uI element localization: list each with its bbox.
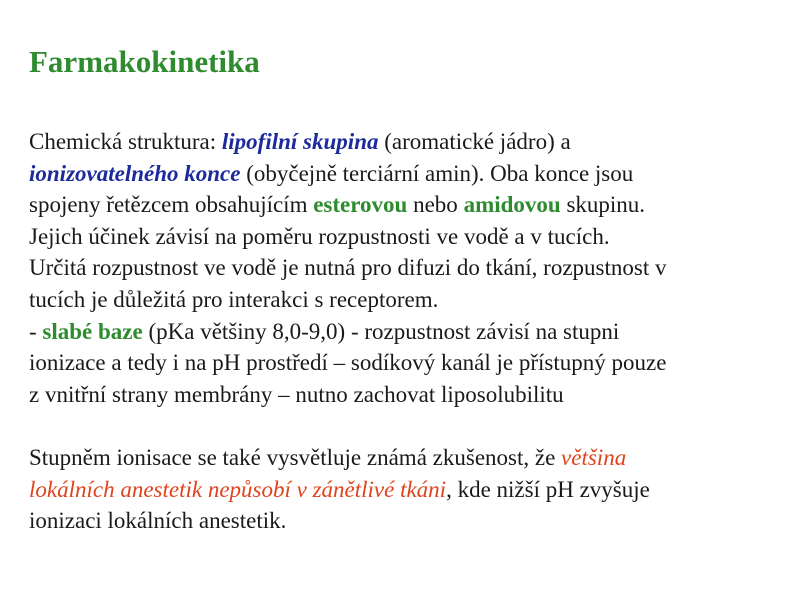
text-run: skupinu.: [560, 192, 646, 218]
paragraph-ionisation: [29, 442, 789, 537]
text-line: z vnitřní strany membrány – nutno zachovat liposolubilitu: [29, 381, 564, 407]
paragraph-gap: [29, 410, 789, 442]
emphasis-lipofilni-skupina: lipofilní skupina: [221, 129, 379, 154]
text-line: [29, 189, 789, 221]
text-line: tucích je důležitá pro interakci s receptorem.: [29, 286, 439, 312]
text-run: (aromatické jádro) a: [378, 129, 571, 154]
emphasis-esterovou: esterovou: [313, 192, 408, 218]
text-run: nebo: [407, 192, 464, 218]
text-line: [29, 316, 789, 348]
text-line: [29, 442, 789, 474]
text-run: (obyčejně terciární amin). Oba konce jsou: [240, 160, 634, 186]
emphasis-amidovou: amidovou: [463, 192, 561, 218]
emphasis-slabe-baze: slabé baze: [42, 318, 143, 344]
slide-body: [29, 126, 789, 537]
text-run: , kde nižší pH zvyšuje: [446, 476, 650, 502]
text-line: [29, 126, 789, 158]
text-line: [29, 474, 789, 506]
slide-title: Farmakokinetika: [29, 44, 260, 79]
emphasis-lokalnich-anestetik: lokálních anestetik nepůsobí v zánětlivé tkáni: [29, 476, 447, 502]
emphasis-vetsina: většina: [561, 444, 627, 470]
text-run: -: [29, 318, 43, 344]
text-line: Určitá rozpustnost ve vodě je nutná pro difuzi do tkání, rozpustnost v: [29, 255, 667, 281]
text-line: [29, 158, 789, 190]
emphasis-ionizovatelneho-konce: ionizovatelného konce: [29, 160, 241, 186]
text-run: Chemická struktura:: [29, 129, 222, 154]
text-line: ionizaci lokálních anestetik.: [29, 508, 287, 534]
text-line: Jejich účinek závisí na poměru rozpustnosti ve vodě a v tucích.: [29, 223, 610, 249]
text-run: spojeny řetězcem obsahujícím: [29, 192, 314, 218]
paragraph-structure: [29, 126, 789, 410]
text-run: (pKa většiny 8,0-9,0) - rozpustnost závisí na stupni: [142, 318, 620, 344]
text-run: Stupněm ionisace se také vysvětluje známá zkušenost, že: [29, 444, 562, 470]
text-line: ionizace a tedy i na pH prostředí – sodíkový kanál je přístupný pouze: [29, 350, 667, 376]
